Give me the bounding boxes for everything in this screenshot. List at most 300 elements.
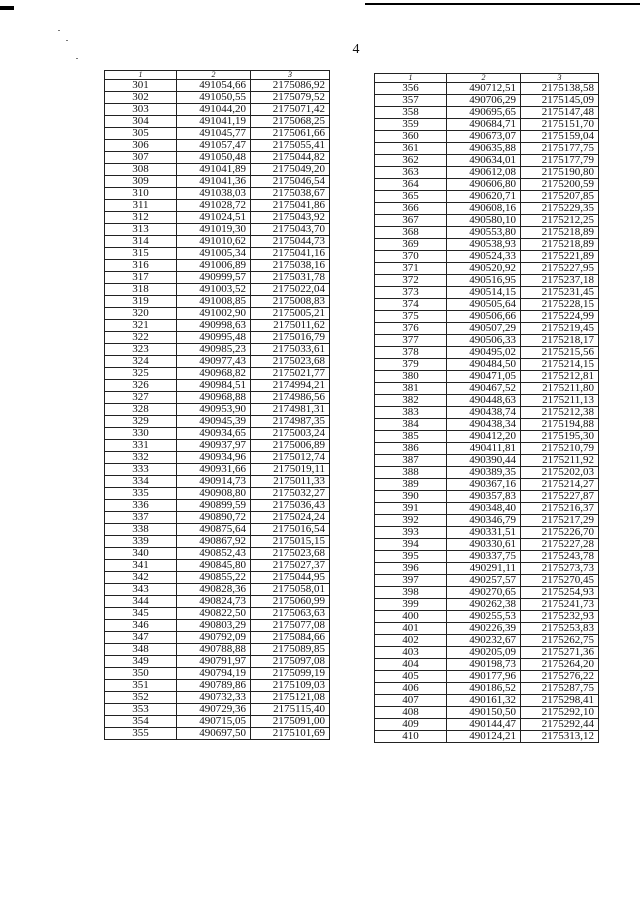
coordinate-x-cell: 490732,33	[177, 692, 251, 704]
table-row	[105, 248, 330, 260]
point-number-cell: 380	[375, 371, 447, 383]
coordinate-y-cell: 2175292,10	[521, 707, 599, 719]
coordinate-x-cell: 490150,50	[447, 707, 521, 719]
coordinate-x-cell: 490695,65	[447, 107, 521, 119]
point-number-cell: 357	[375, 95, 447, 107]
point-number-cell: 372	[375, 275, 447, 287]
coordinate-y-cell: 2175214,27	[521, 479, 599, 491]
coordinate-y-cell: 2175229,35	[521, 203, 599, 215]
point-number-cell: 378	[375, 347, 447, 359]
point-number-cell: 354	[105, 716, 177, 728]
point-number-cell: 339	[105, 536, 177, 548]
coordinate-y-cell: 2175099,19	[251, 668, 330, 680]
table-row	[105, 404, 330, 416]
table-row	[375, 311, 599, 323]
point-number-cell: 399	[375, 599, 447, 611]
coordinate-y-cell: 2175254,93	[521, 587, 599, 599]
coordinate-x-cell: 490934,65	[177, 428, 251, 440]
coordinate-y-cell: 2175086,92	[251, 80, 330, 92]
table-row	[105, 116, 330, 128]
coordinates-table-left	[104, 70, 330, 740]
point-number-cell: 382	[375, 395, 447, 407]
coordinate-y-cell: 2175024,24	[251, 512, 330, 524]
table-row	[375, 479, 599, 491]
point-number-cell: 345	[105, 608, 177, 620]
coordinate-y-cell: 2175101,69	[251, 728, 330, 740]
coordinate-y-cell: 2175212,25	[521, 215, 599, 227]
coordinate-y-cell: 2175194,88	[521, 419, 599, 431]
table-row	[375, 551, 599, 563]
coordinate-x-cell: 490899,59	[177, 500, 251, 512]
coordinate-x-cell: 491041,36	[177, 176, 251, 188]
point-number-cell: 311	[105, 200, 177, 212]
coordinate-y-cell: 2175021,77	[251, 368, 330, 380]
coordinate-x-cell: 490706,29	[447, 95, 521, 107]
coordinate-y-cell: 2175195,30	[521, 431, 599, 443]
coordinate-y-cell: 2175063,63	[251, 608, 330, 620]
coordinate-y-cell: 2174986,56	[251, 392, 330, 404]
table-row	[105, 548, 330, 560]
table-row	[105, 272, 330, 284]
table-row	[375, 131, 599, 143]
coordinate-x-cell: 490367,16	[447, 479, 521, 491]
coordinate-y-cell: 2175228,15	[521, 299, 599, 311]
table-row	[105, 512, 330, 524]
point-number-cell: 307	[105, 152, 177, 164]
coordinate-y-cell: 2175253,83	[521, 623, 599, 635]
coordinate-x-cell: 490937,97	[177, 440, 251, 452]
table-row	[105, 440, 330, 452]
table-row	[375, 659, 599, 671]
coordinate-x-cell: 491024,51	[177, 212, 251, 224]
coordinate-y-cell: 2175237,18	[521, 275, 599, 287]
coordinate-x-cell: 490855,22	[177, 572, 251, 584]
coordinate-y-cell: 2175012,74	[251, 452, 330, 464]
coordinate-y-cell: 2175227,95	[521, 263, 599, 275]
coordinate-x-cell: 490291,11	[447, 563, 521, 575]
table-row	[375, 647, 599, 659]
coordinate-x-cell: 490824,73	[177, 596, 251, 608]
table-row	[375, 419, 599, 431]
table-row	[375, 623, 599, 635]
coordinate-y-cell: 2175221,89	[521, 251, 599, 263]
point-number-cell: 400	[375, 611, 447, 623]
coordinate-x-cell: 491019,30	[177, 224, 251, 236]
top-rule	[365, 3, 640, 5]
point-number-cell: 384	[375, 419, 447, 431]
point-number-cell: 368	[375, 227, 447, 239]
table-row	[105, 188, 330, 200]
point-number-cell: 395	[375, 551, 447, 563]
point-number-cell: 364	[375, 179, 447, 191]
table-row	[375, 203, 599, 215]
table-row	[375, 383, 599, 395]
column-header-number: 1	[105, 71, 177, 80]
table-row	[375, 467, 599, 479]
table-row	[375, 299, 599, 311]
coordinate-x-cell: 490845,80	[177, 560, 251, 572]
table-row	[375, 107, 599, 119]
coordinate-x-cell: 490715,05	[177, 716, 251, 728]
coordinate-x-cell: 490788,88	[177, 644, 251, 656]
coordinate-x-cell: 491003,52	[177, 284, 251, 296]
coordinate-x-cell: 490438,34	[447, 419, 521, 431]
scan-speck	[66, 40, 68, 41]
coordinate-x-cell: 490867,92	[177, 536, 251, 548]
point-number-cell: 317	[105, 272, 177, 284]
point-number-cell: 377	[375, 335, 447, 347]
point-number-cell: 397	[375, 575, 447, 587]
table-row	[375, 263, 599, 275]
coordinate-x-cell: 490712,51	[447, 83, 521, 95]
table-row	[105, 236, 330, 248]
coordinate-x-cell: 490999,57	[177, 272, 251, 284]
coordinate-y-cell: 2175006,89	[251, 440, 330, 452]
table-row	[375, 491, 599, 503]
table-row	[105, 680, 330, 692]
coordinate-x-cell: 491054,66	[177, 80, 251, 92]
coordinate-x-cell: 490634,01	[447, 155, 521, 167]
point-number-cell: 358	[375, 107, 447, 119]
table-row	[105, 260, 330, 272]
coordinate-y-cell: 2175033,61	[251, 344, 330, 356]
coordinate-y-cell: 2175032,27	[251, 488, 330, 500]
coordinate-x-cell: 490448,63	[447, 395, 521, 407]
coordinate-y-cell: 2174987,35	[251, 416, 330, 428]
table-row	[105, 656, 330, 668]
table-row	[375, 611, 599, 623]
coordinate-x-cell: 490612,08	[447, 167, 521, 179]
coordinates-table-right	[374, 73, 599, 743]
table-row	[105, 80, 330, 92]
coordinate-x-cell: 490507,29	[447, 323, 521, 335]
point-number-cell: 371	[375, 263, 447, 275]
point-number-cell: 385	[375, 431, 447, 443]
point-number-cell: 363	[375, 167, 447, 179]
point-number-cell: 334	[105, 476, 177, 488]
point-number-cell: 323	[105, 344, 177, 356]
coordinate-x-cell: 490226,39	[447, 623, 521, 635]
point-number-cell: 315	[105, 248, 177, 260]
point-number-cell: 375	[375, 311, 447, 323]
coordinate-x-cell: 490124,21	[447, 731, 521, 743]
coordinate-x-cell: 491002,90	[177, 308, 251, 320]
coordinate-x-cell: 491050,55	[177, 92, 251, 104]
coordinate-y-cell: 2175043,92	[251, 212, 330, 224]
table-row	[105, 128, 330, 140]
coordinate-x-cell: 491057,47	[177, 140, 251, 152]
coordinate-y-cell: 2175218,89	[521, 227, 599, 239]
table-row	[375, 407, 599, 419]
coordinate-y-cell: 2175089,85	[251, 644, 330, 656]
coordinate-x-cell: 490186,52	[447, 683, 521, 695]
coordinate-x-cell: 490389,35	[447, 467, 521, 479]
point-number-cell: 331	[105, 440, 177, 452]
coordinate-y-cell: 2175079,52	[251, 92, 330, 104]
point-number-cell: 343	[105, 584, 177, 596]
coordinate-y-cell: 2175011,62	[251, 320, 330, 332]
table-row	[105, 104, 330, 116]
coordinate-y-cell: 2175227,28	[521, 539, 599, 551]
coordinate-y-cell: 2175003,24	[251, 428, 330, 440]
column-header-y: 3	[521, 74, 599, 83]
point-number-cell: 349	[105, 656, 177, 668]
coordinate-y-cell: 2175011,33	[251, 476, 330, 488]
coordinate-x-cell: 490875,64	[177, 524, 251, 536]
coordinate-y-cell: 2175041,86	[251, 200, 330, 212]
coordinate-y-cell: 2175271,36	[521, 647, 599, 659]
point-number-cell: 342	[105, 572, 177, 584]
coordinate-x-cell: 490516,95	[447, 275, 521, 287]
table-row	[375, 359, 599, 371]
table-row	[105, 668, 330, 680]
table-row	[105, 296, 330, 308]
table-row	[375, 539, 599, 551]
coordinate-y-cell: 2175287,75	[521, 683, 599, 695]
coordinate-x-cell: 491028,72	[177, 200, 251, 212]
table-row	[375, 215, 599, 227]
coordinate-y-cell: 2175058,01	[251, 584, 330, 596]
table-row	[105, 416, 330, 428]
table-row	[375, 275, 599, 287]
coordinate-y-cell: 2175151,70	[521, 119, 599, 131]
coordinate-x-cell: 490822,50	[177, 608, 251, 620]
point-number-cell: 322	[105, 332, 177, 344]
coordinate-x-cell: 490357,83	[447, 491, 521, 503]
coordinate-x-cell: 490953,90	[177, 404, 251, 416]
point-number-cell: 361	[375, 143, 447, 155]
table-row	[375, 83, 599, 95]
coordinate-x-cell: 490198,73	[447, 659, 521, 671]
point-number-cell: 376	[375, 323, 447, 335]
table-row	[105, 560, 330, 572]
column-header-number: 1	[375, 74, 447, 83]
table-row	[105, 584, 330, 596]
coordinate-x-cell: 491045,77	[177, 128, 251, 140]
point-number-cell: 409	[375, 719, 447, 731]
coordinate-y-cell: 2175138,58	[521, 83, 599, 95]
point-number-cell: 326	[105, 380, 177, 392]
coordinate-y-cell: 2175036,43	[251, 500, 330, 512]
coordinate-y-cell: 2175077,08	[251, 620, 330, 632]
coordinate-y-cell: 2175043,70	[251, 224, 330, 236]
point-number-cell: 318	[105, 284, 177, 296]
coordinate-y-cell: 2175211,80	[521, 383, 599, 395]
table-row	[375, 695, 599, 707]
table-row	[375, 239, 599, 251]
table-row	[375, 167, 599, 179]
coordinate-y-cell: 2175016,54	[251, 524, 330, 536]
coordinate-x-cell: 490803,29	[177, 620, 251, 632]
point-number-cell: 369	[375, 239, 447, 251]
coordinate-x-cell: 490346,79	[447, 515, 521, 527]
coordinate-y-cell: 2175027,37	[251, 560, 330, 572]
point-number-cell: 391	[375, 503, 447, 515]
coordinate-y-cell: 2175207,85	[521, 191, 599, 203]
column-header-x: 2	[447, 74, 521, 83]
coordinate-y-cell: 2175298,41	[521, 695, 599, 707]
coordinate-y-cell: 2175200,59	[521, 179, 599, 191]
coordinate-y-cell: 2175038,67	[251, 188, 330, 200]
coordinate-y-cell: 2175190,80	[521, 167, 599, 179]
table-row	[105, 200, 330, 212]
point-number-cell: 338	[105, 524, 177, 536]
coordinate-x-cell: 490608,16	[447, 203, 521, 215]
table-row	[105, 572, 330, 584]
point-number-cell: 337	[105, 512, 177, 524]
coordinate-y-cell: 2175227,87	[521, 491, 599, 503]
point-number-cell: 312	[105, 212, 177, 224]
coordinate-x-cell: 490931,66	[177, 464, 251, 476]
coordinate-y-cell: 2175177,79	[521, 155, 599, 167]
point-number-cell: 373	[375, 287, 447, 299]
coordinate-y-cell: 2175177,75	[521, 143, 599, 155]
point-number-cell: 381	[375, 383, 447, 395]
point-number-cell: 332	[105, 452, 177, 464]
coordinate-x-cell: 490411,81	[447, 443, 521, 455]
table-row	[375, 323, 599, 335]
coordinate-x-cell: 490984,51	[177, 380, 251, 392]
coordinate-y-cell: 2175147,48	[521, 107, 599, 119]
point-number-cell: 344	[105, 596, 177, 608]
coordinate-x-cell: 490697,50	[177, 728, 251, 740]
coordinate-x-cell: 490908,80	[177, 488, 251, 500]
coordinate-x-cell: 490337,75	[447, 551, 521, 563]
point-number-cell: 374	[375, 299, 447, 311]
scan-speck	[76, 58, 78, 59]
coordinate-x-cell: 490635,88	[447, 143, 521, 155]
table-header-row	[105, 71, 330, 80]
point-number-cell: 348	[105, 644, 177, 656]
point-number-cell: 309	[105, 176, 177, 188]
coordinate-y-cell: 2175211,92	[521, 455, 599, 467]
coordinate-x-cell: 490514,15	[447, 287, 521, 299]
point-number-cell: 393	[375, 527, 447, 539]
point-number-cell: 346	[105, 620, 177, 632]
coordinate-x-cell: 490945,39	[177, 416, 251, 428]
coordinate-x-cell: 490348,40	[447, 503, 521, 515]
coordinate-x-cell: 490257,57	[447, 575, 521, 587]
coordinate-y-cell: 2175243,78	[521, 551, 599, 563]
table-row	[105, 452, 330, 464]
point-number-cell: 406	[375, 683, 447, 695]
column-header-y: 3	[251, 71, 330, 80]
coordinate-x-cell: 490255,53	[447, 611, 521, 623]
table-row	[375, 347, 599, 359]
table-row	[375, 683, 599, 695]
table-header-row	[375, 74, 599, 83]
coordinate-y-cell: 2175115,40	[251, 704, 330, 716]
coordinate-y-cell: 2175211,13	[521, 395, 599, 407]
coordinate-x-cell: 490789,86	[177, 680, 251, 692]
coordinate-x-cell: 490828,36	[177, 584, 251, 596]
table-row	[105, 152, 330, 164]
table-row	[105, 212, 330, 224]
point-number-cell: 304	[105, 116, 177, 128]
coordinate-y-cell: 2175019,11	[251, 464, 330, 476]
point-number-cell: 341	[105, 560, 177, 572]
coordinate-x-cell: 490553,80	[447, 227, 521, 239]
point-number-cell: 336	[105, 500, 177, 512]
point-number-cell: 401	[375, 623, 447, 635]
point-number-cell: 303	[105, 104, 177, 116]
coordinate-x-cell: 490995,48	[177, 332, 251, 344]
coordinate-x-cell: 490412,20	[447, 431, 521, 443]
coordinate-y-cell: 2175218,89	[521, 239, 599, 251]
coordinate-x-cell: 490331,51	[447, 527, 521, 539]
table-row	[105, 380, 330, 392]
point-number-cell: 388	[375, 467, 447, 479]
point-number-cell: 313	[105, 224, 177, 236]
coordinate-x-cell: 490467,52	[447, 383, 521, 395]
coordinate-x-cell: 491050,48	[177, 152, 251, 164]
table-row	[105, 356, 330, 368]
coordinate-y-cell: 2175109,03	[251, 680, 330, 692]
scan-speck	[58, 30, 60, 31]
coordinate-y-cell: 2175218,17	[521, 335, 599, 347]
table-row	[375, 371, 599, 383]
point-number-cell: 306	[105, 140, 177, 152]
coordinate-x-cell: 490684,71	[447, 119, 521, 131]
table-row	[105, 368, 330, 380]
point-number-cell: 379	[375, 359, 447, 371]
point-number-cell: 347	[105, 632, 177, 644]
table-row	[375, 227, 599, 239]
table-row	[105, 224, 330, 236]
coordinate-x-cell: 491005,34	[177, 248, 251, 260]
coordinate-x-cell: 490794,19	[177, 668, 251, 680]
table-row	[375, 731, 599, 743]
table-row	[375, 635, 599, 647]
coordinate-y-cell: 2175044,95	[251, 572, 330, 584]
page-edge-mark	[0, 6, 14, 10]
point-number-cell: 327	[105, 392, 177, 404]
coordinate-x-cell: 490506,66	[447, 311, 521, 323]
coordinate-y-cell: 2175145,09	[521, 95, 599, 107]
table-row	[105, 428, 330, 440]
table-row	[375, 191, 599, 203]
point-number-cell: 408	[375, 707, 447, 719]
table-row	[105, 140, 330, 152]
point-number-cell: 387	[375, 455, 447, 467]
point-number-cell: 360	[375, 131, 447, 143]
coordinate-y-cell: 2175214,15	[521, 359, 599, 371]
point-number-cell: 398	[375, 587, 447, 599]
table-row	[105, 488, 330, 500]
table-row	[375, 431, 599, 443]
coordinate-y-cell: 2175212,38	[521, 407, 599, 419]
table-row	[105, 644, 330, 656]
coordinate-x-cell: 490471,05	[447, 371, 521, 383]
coordinate-y-cell: 2175044,73	[251, 236, 330, 248]
coordinate-x-cell: 490484,50	[447, 359, 521, 371]
point-number-cell: 362	[375, 155, 447, 167]
table-row	[105, 704, 330, 716]
coordinate-y-cell: 2175023,68	[251, 356, 330, 368]
point-number-cell: 353	[105, 704, 177, 716]
coordinate-y-cell: 2175061,66	[251, 128, 330, 140]
coordinate-y-cell: 2175060,99	[251, 596, 330, 608]
coordinate-y-cell: 2175276,22	[521, 671, 599, 683]
point-number-cell: 350	[105, 668, 177, 680]
coordinate-x-cell: 490262,38	[447, 599, 521, 611]
point-number-cell: 405	[375, 671, 447, 683]
point-number-cell: 410	[375, 731, 447, 743]
coordinate-x-cell: 490792,09	[177, 632, 251, 644]
coordinate-y-cell: 2175202,03	[521, 467, 599, 479]
coordinate-y-cell: 2175022,04	[251, 284, 330, 296]
coordinate-x-cell: 490520,92	[447, 263, 521, 275]
